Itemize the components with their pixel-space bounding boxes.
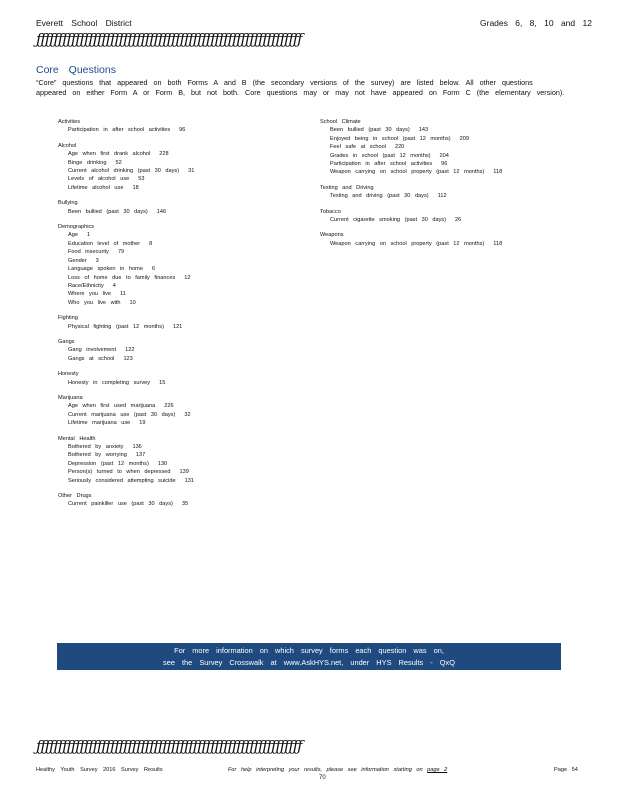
question-number: 26 [455,217,462,224]
question-category [58,142,298,192]
question-item [58,265,298,273]
header-district: Everett School District [36,18,132,28]
question-number: 112 [437,193,447,200]
question-item [58,411,298,419]
header-grades: Grades 6, 8, 10 and 12 [480,18,592,28]
question-number: 130 [157,460,168,467]
banner-line-2: see the Survey Crosswalk at www.AskHYS.net, under HYS Results - QxQ [163,658,455,667]
category-name: Marijuana [58,394,83,401]
question-item [58,175,298,183]
question-item [320,168,580,176]
question-number: 204 [439,152,449,159]
question-item [58,274,298,282]
question-category [58,492,298,509]
question-category [58,370,298,387]
question-item [58,282,298,290]
footer-rule: ƒƒƒƒƒƒƒƒƒƒƒƒƒƒƒƒƒƒƒƒƒƒƒƒƒƒƒƒƒƒƒƒƒƒƒƒƒƒƒƒƒƒƒƒƒƒƒƒƒƒƒƒƒƒƒƒƒƒƒƒƒ [36,737,302,755]
question-label: Grades in school (past 12 months) [330,152,431,159]
category-name: Weapons [320,232,344,239]
category-name: Texting and Driving [320,184,374,191]
footer-page-label: Page 54 [554,767,578,773]
question-label: Been bullied (past 30 days) [330,127,410,134]
question-category [58,435,298,485]
question-item [58,208,298,216]
question-label: Age when first drank alcohol [68,151,151,158]
question-number: 15 [159,379,166,386]
question-label: Weapon carrying on school property (past 12 months) [330,240,485,247]
question-number: 10 [129,299,136,306]
question-item [320,135,580,143]
question-number: 209 [459,135,469,142]
category-name: Alcohol [58,142,77,149]
question-label: Current painkiller use (past 30 days) [68,501,173,508]
question-number: 12 [184,274,191,281]
question-number: 143 [418,127,429,134]
question-item [58,184,298,192]
question-label: Person(s) turned to when depressed [68,469,171,476]
info-banner [57,643,561,670]
question-label: Binge drinking [68,159,107,166]
question-item [58,468,298,476]
question-item [58,159,298,167]
question-label: Participation in after school activities [68,127,171,134]
question-item [320,216,580,224]
question-item [58,126,298,134]
question-label: Feel safe at school [330,144,386,151]
right-question-column [320,118,580,248]
question-number: 3 [95,257,99,264]
left-question-column [58,118,298,509]
question-category [320,208,580,225]
question-label: Depression (past 12 months) [68,460,149,467]
question-number: 1 [86,232,91,239]
question-category [320,184,580,201]
question-label: Bothered by anxiety [68,444,124,450]
question-item [58,500,298,508]
question-number: 11 [120,291,126,298]
question-number: 123 [123,355,133,362]
question-label: Enjoyed being in school (past 12 months) [330,135,451,142]
question-number: 118 [493,240,503,247]
question-label: Current marijuana use (past 30 days) [68,411,176,418]
question-number: 146 [156,208,167,215]
question-label: Lifetime marijuana use [68,420,131,427]
question-item [320,160,580,168]
question-item [58,240,298,248]
question-item [320,152,580,160]
question-label: Levels of alcohol use [68,176,130,183]
question-category [58,338,298,363]
question-number: 8 [149,240,153,247]
question-label: Bothered by worrying [68,452,127,459]
question-label: Current alcohol drinking (past 30 days) [68,168,180,175]
question-label: Gang involvement [68,347,117,354]
question-label: Age when first used marijuana [68,403,156,410]
question-number: 96 [179,127,186,134]
question-item [58,167,298,175]
question-item [320,126,580,134]
section-title: Core Questions [36,64,116,76]
question-label: Honesty in completing survey [68,379,151,386]
question-label: Race/Ethnicity [68,282,104,289]
question-item [58,451,298,459]
question-number: 137 [135,452,146,459]
header-rule: ƒƒƒƒƒƒƒƒƒƒƒƒƒƒƒƒƒƒƒƒƒƒƒƒƒƒƒƒƒƒƒƒƒƒƒƒƒƒƒƒƒƒƒƒƒƒƒƒƒƒƒƒƒƒƒƒƒƒƒƒƒ [36,30,302,48]
question-category [320,231,580,248]
page-number: 70 [319,775,326,781]
question-number: 52 [115,159,122,166]
question-item [58,402,298,410]
question-label: Texting and driving (past 30 days) [330,193,429,200]
question-number: 226 [164,403,174,410]
question-number: 136 [132,444,142,450]
banner-line-1: For more information on which survey forms each question was on, [174,646,444,655]
question-label: Who you live with [68,299,121,306]
question-category [58,118,298,135]
question-item [58,460,298,468]
question-number: 139 [179,469,189,476]
question-item [58,150,298,158]
question-number: 131 [184,477,194,484]
question-label: Participation in after school activities [330,161,433,168]
question-category [58,314,298,331]
category-name: Gangs [58,338,75,345]
question-label: Seriously considered attempting suicide [68,477,176,484]
question-item [320,143,580,151]
question-number: 118 [493,169,503,176]
question-number: 19 [139,420,146,427]
question-number: 79 [117,249,125,256]
question-label: Education level of mother [68,240,141,247]
category-name: Tobacco [320,208,341,215]
question-label: Loss of home due to family finances [68,274,176,281]
question-item [58,257,298,265]
question-item [58,355,298,363]
question-label: Age [68,232,78,239]
question-label: Current cigarette smoking (past 30 days) [330,217,447,224]
question-category [320,118,580,177]
question-number: 31 [188,168,195,175]
question-category [58,223,298,307]
question-item [58,443,298,451]
question-label: Food insecurity [68,249,109,256]
question-label: Physical fighting (past 12 months) [68,323,164,330]
question-number: 4 [112,282,116,289]
question-item [58,323,298,331]
question-item [58,290,298,298]
question-label: Gangs at school [68,355,115,362]
category-name: Honesty [58,371,79,378]
question-item [58,346,298,354]
footer-survey-title: Healthy Youth Survey 2016 Survey Results [36,767,163,773]
question-item [320,192,580,200]
question-number: 220 [394,144,405,151]
category-name: Bullying [58,200,78,207]
question-item [58,419,298,427]
category-name: Fighting [58,315,78,322]
question-category [58,394,298,428]
question-item [320,240,580,248]
question-item [58,379,298,387]
category-name: Other Drugs [58,493,92,500]
question-label: Lifetime alcohol use [68,184,124,191]
question-label: Language spoken in home [68,266,143,273]
question-label: Been bullied (past 30 days) [68,208,148,215]
question-item [58,299,298,307]
question-label: Weapon carrying on school property (past 12 months) [330,169,485,176]
question-number: 6 [151,266,156,273]
question-category [58,199,298,216]
question-label: Where you live [68,291,111,298]
category-name: School Climate [320,119,361,125]
question-item [58,477,298,485]
category-name: Activities [58,119,81,125]
question-number: 228 [159,151,169,158]
question-item [58,231,298,239]
question-number: 122 [125,347,135,354]
section-intro: “Core” questions that appeared on both Forms A and B (the secondary versions of the survey) are listed below. All other questions appeared on either Form A or Form B, but not both. Core questions may or may not have appeared on Form C (the elementary version). [36,78,565,97]
question-number: 121 [172,323,183,330]
footer-page-link[interactable]: page 2 [427,767,448,773]
question-label: Gender [68,257,87,264]
category-name: Demographics [58,224,95,231]
question-number: 53 [138,176,145,183]
question-number: 35 [181,501,189,508]
footer-help-text [228,767,447,773]
question-number: 96 [441,161,448,168]
category-name: Mental Health [58,435,96,442]
question-item [58,248,298,256]
footer-help-prefix: For help interpreting your results, please see information starting on [228,767,423,773]
question-number: 18 [132,184,139,191]
question-number: 32 [184,411,191,418]
